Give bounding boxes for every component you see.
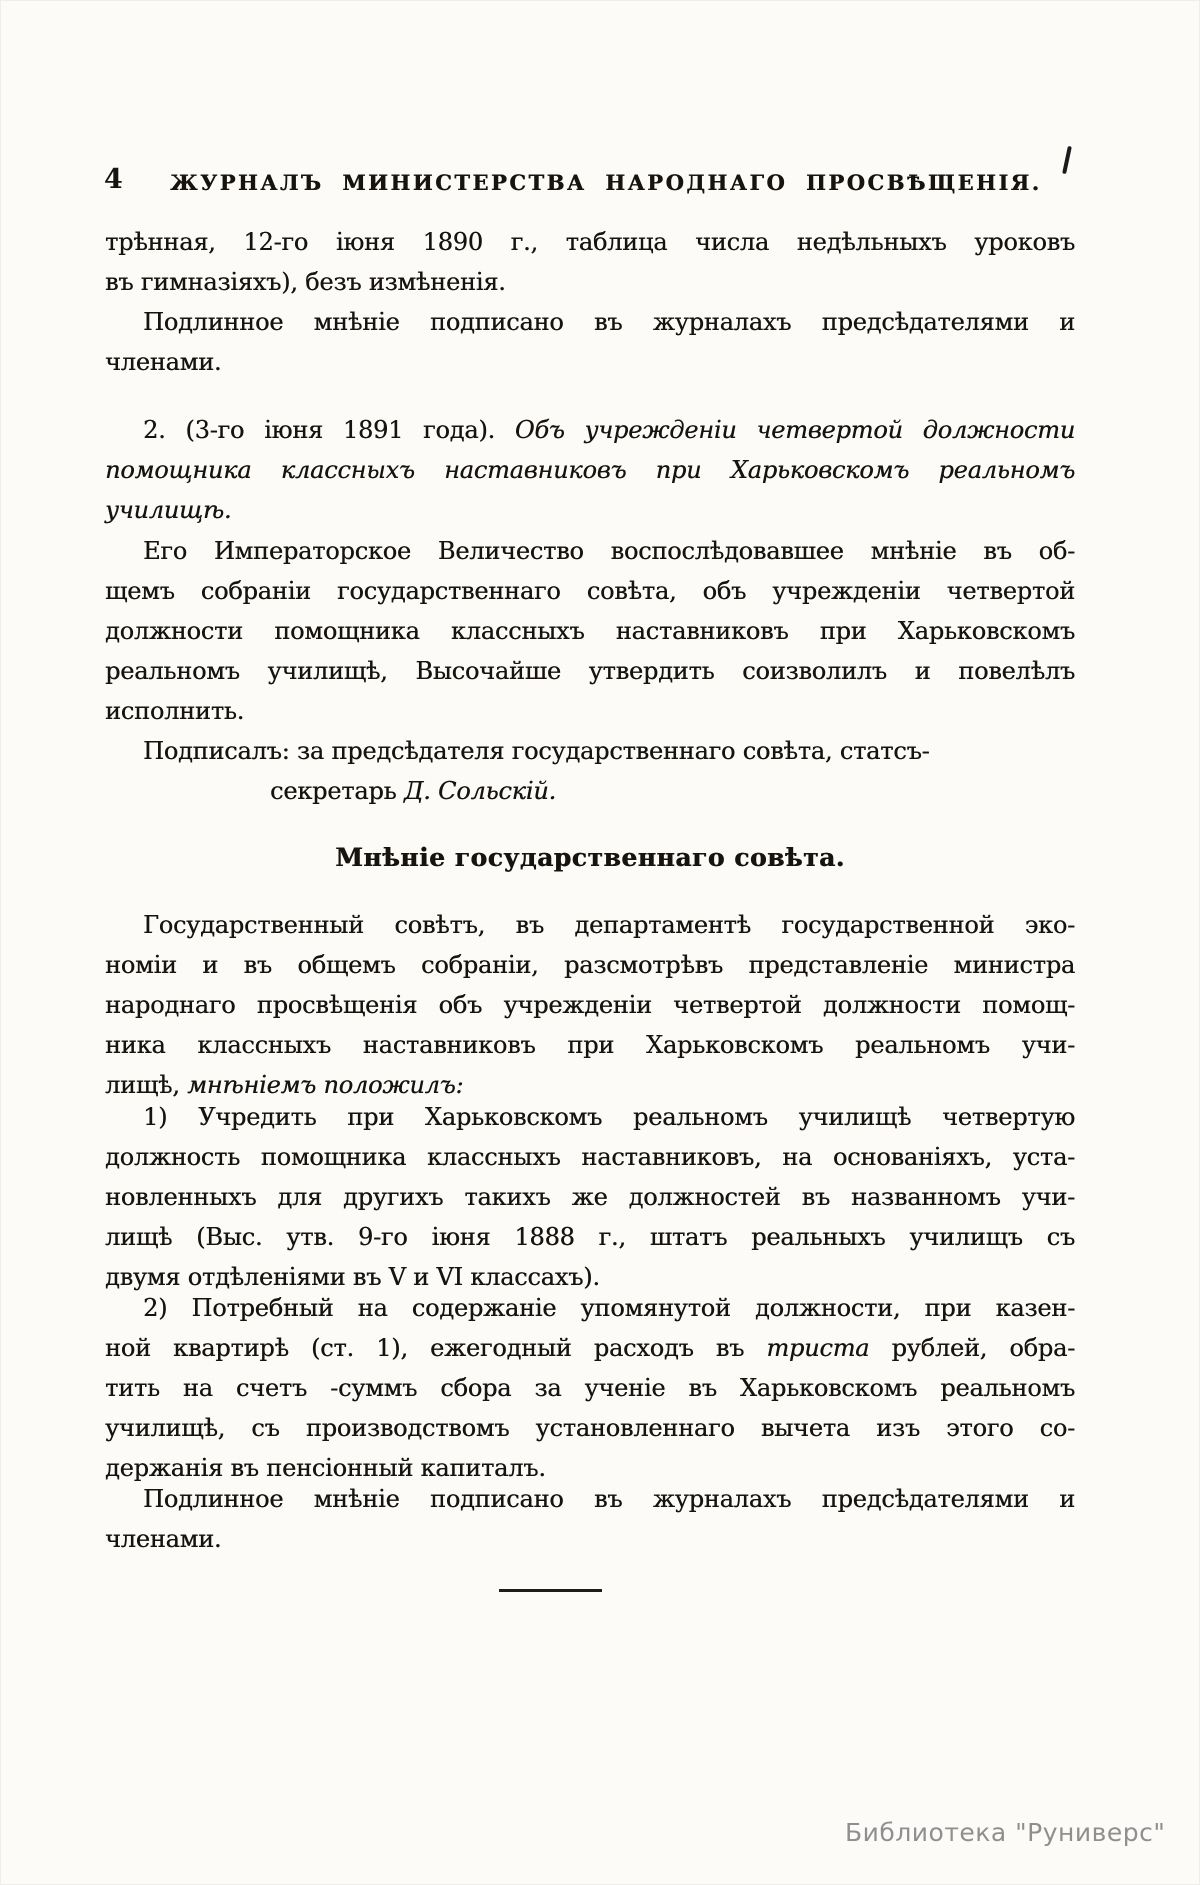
text-line: 2) Потребный на содержаніе упомянутой должности, при казен-: [143, 1294, 1075, 1322]
text-line: лищѣ (Выс. утв. 9-го іюня 1888 г., штатъ реальныхъ училищъ съ: [105, 1223, 1075, 1251]
text-line: училищѣ.: [105, 496, 232, 524]
text-line: училищѣ, съ производствомъ установленнаго вычета изъ этого со-: [105, 1414, 1075, 1442]
line-roman-part: лищѣ,: [105, 1071, 180, 1099]
text-line: Подлинное мнѣніе подписано въ журналахъ предсѣдателями и: [143, 308, 1075, 336]
text-line: должности помощника классныхъ наставниковъ при Харьковскомъ: [105, 617, 1075, 645]
text-line: народнаго просвѣщенія объ учрежденіи четвертой должности помощ-: [105, 991, 1075, 1019]
paragraph: [105, 222, 1075, 302]
paragraph: [105, 1288, 1075, 1488]
text-line: держанія въ пенсіонный капиталъ.: [105, 1454, 546, 1482]
line-roman-part: рублей, обра-: [891, 1334, 1076, 1362]
text-line: Государственный совѣтъ, въ департаментѣ государственной эко-: [143, 911, 1075, 939]
text-line: помощника классныхъ наставниковъ при Харьковскомъ реальномъ: [105, 456, 1075, 484]
paragraph: [105, 1097, 1075, 1297]
stray-ink-mark: [1062, 146, 1072, 174]
signature-role: секретарь: [270, 777, 397, 805]
text-line: новленныхъ для другихъ такихъ же должностей въ названномъ учи-: [105, 1183, 1075, 1211]
text-line: тить на счетъ -суммъ сбора за ученіе въ Харьковскомъ реальномъ: [105, 1374, 1075, 1402]
text-line: членами.: [105, 348, 222, 376]
text-line: [105, 771, 1075, 811]
text-line: должность помощника классныхъ наставниковъ, на основаніяхъ, уста-: [105, 1143, 1075, 1171]
line-italic-part: триста: [766, 1334, 870, 1362]
page-number: 4: [104, 164, 123, 195]
text-line: Подписалъ: за предсѣдателя государственнаго совѣта, статсъ-: [143, 737, 930, 765]
paragraph: [105, 905, 1075, 1105]
text-line: Подлинное мнѣніе подписано въ журналахъ предсѣдателями и: [143, 1485, 1075, 1513]
section-divider-rule: [499, 1589, 602, 1592]
text-line: членами.: [105, 1525, 222, 1553]
text-line: трѣнная, 12-го іюня 1890 г., таблица числа недѣльныхъ уроковъ: [105, 228, 1075, 256]
section-heading: Мнѣніе государственнаго совѣта.: [335, 843, 845, 872]
item-title-italic: Объ учрежденіи четвертой должности: [514, 416, 1075, 444]
paragraph: [105, 531, 1075, 731]
text-line: 1) Учредить при Харьковскомъ реальномъ училищѣ четвертую: [143, 1103, 1075, 1131]
running-title: ЖУРНАЛЪ МИНИСТЕРСТВА НАРОДНАГО ПРОСВѢЩЕНІЯ.: [170, 170, 1042, 195]
text-line: [105, 1328, 1075, 1368]
library-watermark: Библиотека "Руниверс": [845, 1818, 1166, 1847]
text-line: въ гимназіяхъ), безъ измѣненія.: [105, 268, 506, 296]
section-heading-block: [105, 838, 1075, 878]
text-line: [105, 410, 1075, 450]
text-line: щемъ собраніи государственнаго совѣта, объ учрежденіи четвертой: [105, 577, 1075, 605]
text-line: исполнить.: [105, 697, 245, 725]
text-line: реальномъ училищѣ, Высочайше утвердить соизволилъ и повелѣлъ: [105, 657, 1075, 685]
text-line: Его Императорское Величество воспослѣдовавшее мнѣніе въ об-: [143, 537, 1075, 565]
text-line: ника классныхъ наставниковъ при Харьковскомъ реальномъ учи-: [105, 1031, 1075, 1059]
item-heading: [105, 410, 1075, 530]
line-italic-part: мнѣніемъ положилъ:: [187, 1071, 464, 1099]
text-line: номіи и въ общемъ собраніи, разсмотрѣвъ представленіе министра: [105, 951, 1075, 979]
text-line: двумя отдѣленіями въ V и VI классахъ).: [105, 1263, 600, 1291]
paragraph: [105, 302, 1075, 382]
line-roman-part: ной квартирѣ (ст. 1), ежегодный расходъ въ: [105, 1334, 745, 1362]
paragraph: [105, 1479, 1075, 1559]
signature-block: [105, 731, 1075, 811]
item-number: 2. (3-го іюня 1891 года).: [143, 416, 495, 444]
signature-name: Д. Сольскій.: [403, 777, 556, 805]
